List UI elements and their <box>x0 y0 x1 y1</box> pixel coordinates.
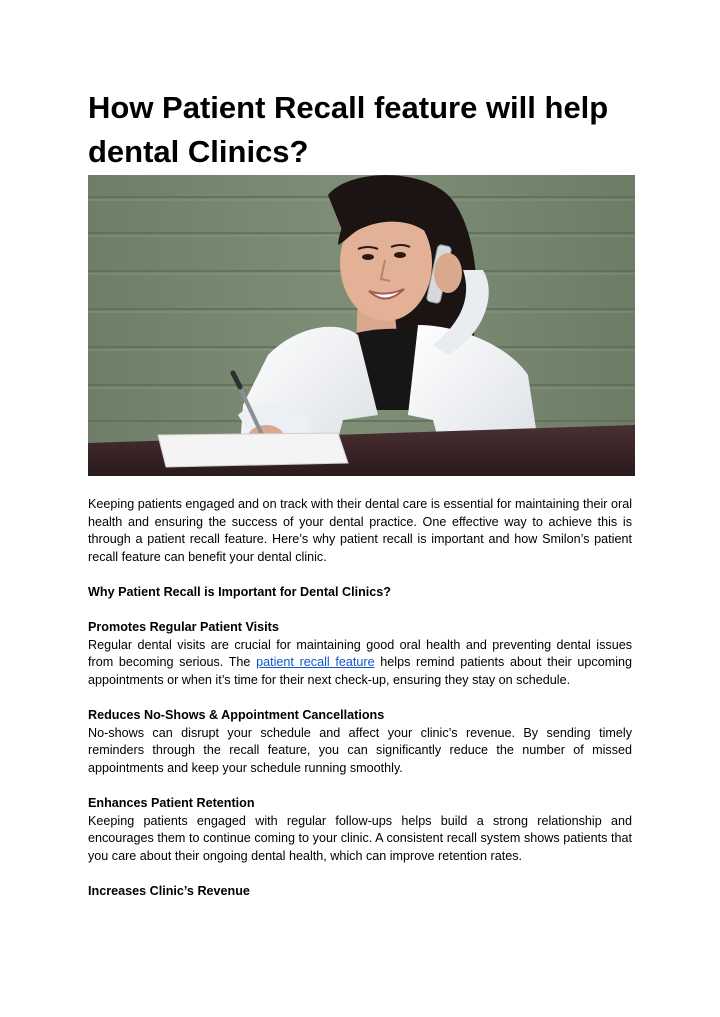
page-title: How Patient Recall feature will help dental Clinics? <box>88 90 609 169</box>
section-heading-enhances: Enhances Patient Retention <box>88 796 255 811</box>
patient-recall-feature-link[interactable]: patient recall feature <box>256 655 375 670</box>
section-heading-reduces: Reduces No-Shows & Appointment Cancellations <box>88 708 385 723</box>
section-text-enhances: Keeping patients engaged with regular follow-ups helps build a strong relationship and encourages them to continue coming to your clinic. A consistent recall system shows patients that you care about their ongoing dental health, which can improve retention rates. <box>88 813 632 863</box>
receptionist-photo-illustration <box>88 175 635 476</box>
article-body <box>88 496 632 901</box>
section-text-promotes-part1: Regular dental visits are crucial for maintaining good oral health and preventing dental issues from becoming serious. The <box>88 637 632 670</box>
section-text-promotes <box>88 637 632 690</box>
why-heading: Why Patient Recall is Important for Dental Clinics? <box>88 584 392 599</box>
hero-image <box>88 175 635 476</box>
section-heading-promotes: Promotes Regular Patient Visits <box>88 620 279 635</box>
intro-paragraph: Keeping patients engaged and on track with their dental care is essential for maintaining their oral health and ensuring the success of your dental practice. One effective way to achieve this is through a patient recall feature. Here’s why patient recall is important and how Smilon’s patient recall feature can benefit your dental clinic. <box>88 497 632 564</box>
section-text-reduces: No-shows can disrupt your schedule and affect your clinic’s revenue. By sending timely reminders through the recall feature, you can significantly reduce the number of missed appointments and keep your schedule running smoothly. <box>88 725 632 775</box>
section-text-promotes-part2: helps remind patients about their upcoming appointments or when it’s time for their next check-up, ensuring they stay on schedule. <box>88 655 632 687</box>
section-heading-increases: Increases Clinic’s Revenue <box>88 884 250 899</box>
